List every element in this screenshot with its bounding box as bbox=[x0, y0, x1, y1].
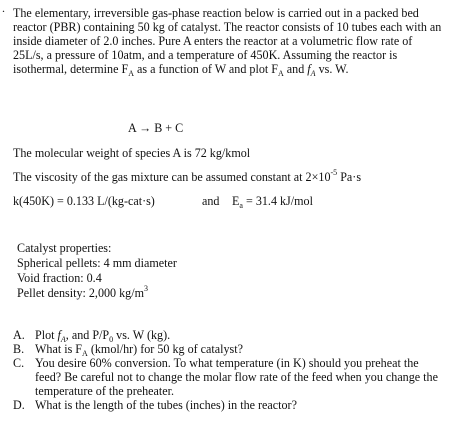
question-a bbox=[35, 328, 171, 345]
fa-subscript-2: A bbox=[277, 69, 284, 79]
line5-text-c: and bbox=[283, 62, 308, 76]
problem-line-3: inside diameter of 2.0 inches. Pure A enters the reactor at a volumetric flow rate of bbox=[13, 34, 413, 48]
rate-constant: k(450K) = 0.133 L/(kg-cat·s) bbox=[13, 194, 155, 208]
catalyst-density bbox=[17, 286, 148, 300]
question-b-label: B. bbox=[13, 342, 25, 356]
catalyst-heading: Catalyst properties: bbox=[17, 241, 112, 255]
qa-pre: Plot bbox=[35, 328, 58, 342]
qb-post: (kmol/hr) for 50 kg of catalyst? bbox=[87, 342, 243, 356]
question-c-line-2: feed? Be careful not to change the molar flow rate of the feed when you change the bbox=[35, 370, 438, 384]
conversion-subscript: A bbox=[310, 69, 316, 79]
qa-conversion-symbol: f bbox=[57, 328, 61, 342]
line5-text-a: isothermal, determine F bbox=[13, 62, 129, 76]
molecular-weight: The molecular weight of species A is 72 kg/kmol bbox=[13, 146, 251, 160]
qb-pre: What is F bbox=[35, 342, 83, 356]
question-b bbox=[35, 342, 243, 359]
question-c-line-3: temperature of the preheater. bbox=[35, 384, 175, 398]
viscosity-text: The viscosity of the gas mixture can be assumed constant at 2×10 bbox=[13, 170, 331, 184]
qa-conversion-subscript: A bbox=[60, 335, 66, 345]
qb-subscript: A bbox=[82, 349, 88, 359]
question-c-line-1: You desire 60% conversion. To what temperature (in K) should you preheat the bbox=[35, 356, 419, 370]
question-d-label: D. bbox=[13, 398, 25, 412]
catalyst-void-fraction: Void fraction: 0.4 bbox=[17, 271, 102, 285]
line5-text-b: as a function of W and plot F bbox=[133, 62, 278, 76]
density-exponent: 3 bbox=[143, 284, 148, 294]
catalyst-pellets: Spherical pellets: 4 mm diameter bbox=[17, 256, 177, 270]
qa-p-subscript: 0 bbox=[109, 335, 114, 345]
ea-symbol: E bbox=[232, 194, 240, 208]
and-word: and bbox=[202, 194, 220, 208]
qa-mid: , and P/P bbox=[65, 328, 110, 342]
question-d: What is the length of the tubes (inches) in the reactor? bbox=[35, 398, 297, 412]
reaction-equation: A → B + C bbox=[128, 121, 184, 135]
question-a-label: A. bbox=[13, 328, 25, 342]
ea-value: = 31.4 kJ/mol bbox=[242, 194, 313, 208]
problem-line-4: 25L/s, a pressure of 10atm, and a temperature of 450K. Assuming the reactor is bbox=[13, 48, 398, 62]
activation-energy bbox=[232, 194, 313, 211]
list-bullet: . bbox=[2, 1, 5, 15]
viscosity-exponent: -5 bbox=[330, 168, 338, 178]
line5-text-d: vs. W. bbox=[315, 62, 349, 76]
problem-line-1: The elementary, irreversible gas-phase reaction below is carried out in a packed bed bbox=[13, 6, 419, 20]
viscosity-unit: Pa·s bbox=[337, 170, 362, 184]
conversion-symbol: f bbox=[307, 62, 311, 76]
problem-line-2: reactor (PBR) containing 50 kg of catalyst. The reactor consists of 10 tubes each with an bbox=[13, 20, 442, 34]
fa-subscript: A bbox=[128, 69, 134, 79]
viscosity bbox=[13, 170, 361, 184]
qa-post: vs. W (kg). bbox=[113, 328, 171, 342]
problem-line-5 bbox=[13, 62, 349, 79]
ea-subscript: a bbox=[239, 201, 243, 211]
question-c-label: C. bbox=[13, 356, 25, 370]
density-text: Pellet density: 2,000 kg/m bbox=[17, 286, 144, 300]
